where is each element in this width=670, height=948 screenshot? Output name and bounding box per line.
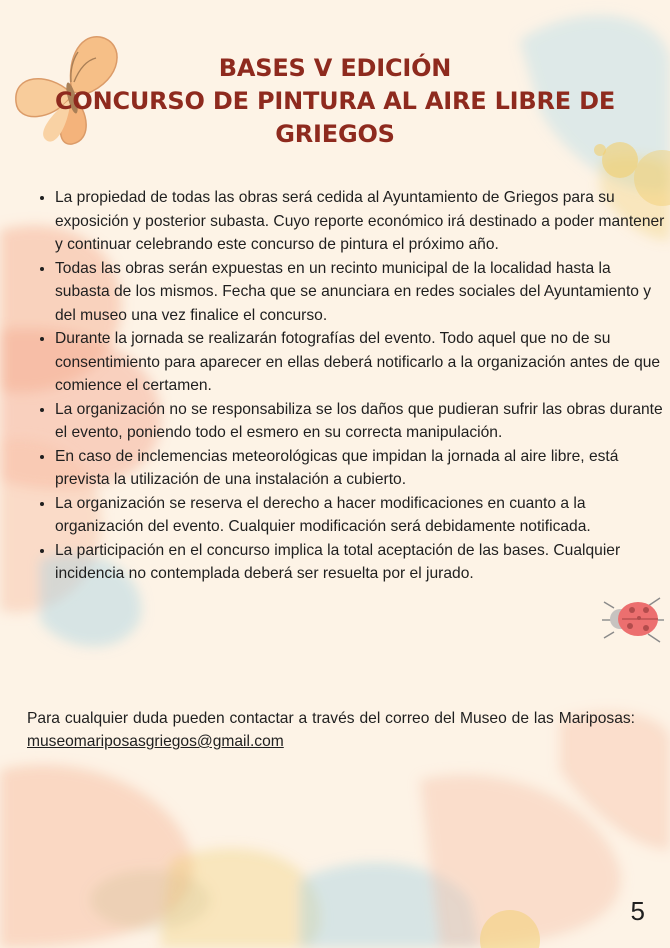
list-item: • Durante la jornada se realizarán fotografías del evento. Todo aquel que no de su consentimiento para aparecer en ellas deberá notificarlo a la organización antes de que comience el certamen.: [55, 327, 667, 398]
list-item: • La organización no se responsabiliza se los daños que pudieran sufrir las obras durante el evento, poniendo todo el esmero en su correcta manipulación.: [55, 398, 667, 445]
list-item: • La organización se reserva el derecho a hacer modificaciones en cuanto a la organización del evento. Cualquier modificación será debidamente notificada.: [55, 492, 667, 539]
list-item: • La participación en el concurso implica la total aceptación de las bases. Cualquier incidencia no contemplada deberá ser resuelta por el jurado.: [55, 539, 667, 586]
title-line-3: GRIEGOS: [275, 120, 395, 148]
title-line-2: CONCURSO DE PINTURA AL AIRE LIBRE DE: [54, 87, 616, 115]
list-item: • La propiedad de todas las obras será cedida al Ayuntamiento de Griegos para su exposición y posterior subasta. Cuyo reporte económico irá destinado a poder mantener y continuar celebrando este concurso de pintura el próximo año.: [55, 186, 667, 257]
contact-paragraph: [27, 707, 635, 753]
list-item: • En caso de inclemencias meteorológicas que impidan la jornada al aire libre, está prevista la utilización de una instalación a cubierto.: [55, 445, 667, 492]
page-title: [0, 52, 670, 151]
bases-list: [35, 186, 667, 586]
contact-text: Para cualquier duda pueden contactar a través del correo del Museo de las Mariposas:: [27, 710, 635, 727]
title-line-1: BASES V EDICIÓN: [218, 54, 452, 82]
email-link[interactable]: museomariposasgriegos@gmail.com: [27, 733, 284, 750]
page-number: 5: [630, 896, 645, 926]
list-item: • Todas las obras serán expuestas en un recinto municipal de la localidad hasta la subasta de los mismos. Fecha que se anunciara en redes sociales del Ayuntamiento y del museo una vez finalice el concurso.: [55, 257, 667, 328]
